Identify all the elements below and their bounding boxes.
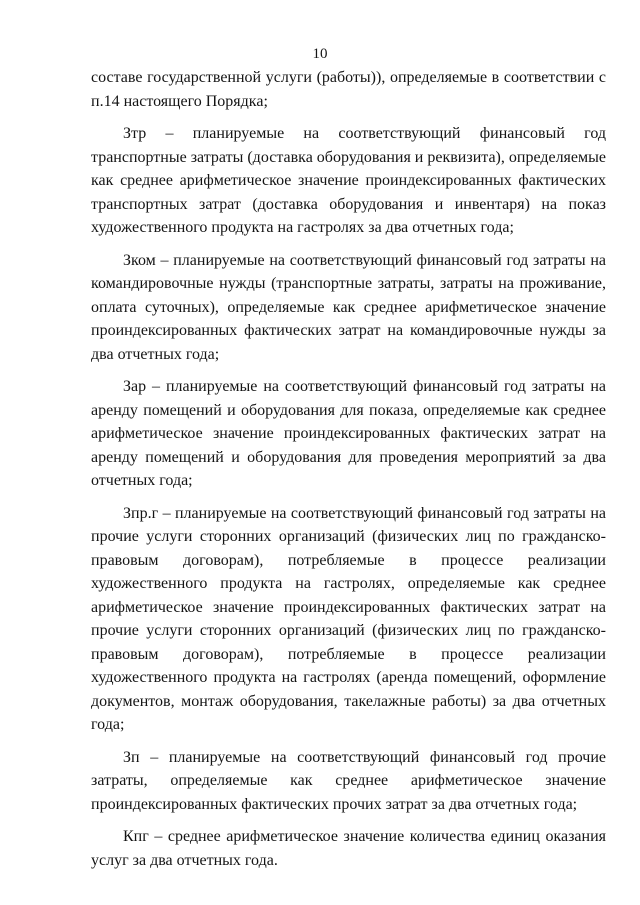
paragraph-ztr-definition: Зтр – планируемые на соответствующий финансовый год транспортные затраты (доставка оборудования и реквизита), определяемые как среднее арифметическое значение проиндексированных фактических транспортных затрат (доставка оборудования и инвентаря) на показ художественного продукта на гастролях за два отчетных года; <box>91 125 606 236</box>
document-body <box>91 66 606 872</box>
paragraph-zp-definition: Зп – планируемые на соответствующий финансовый год прочие затраты, определяемые как среднее арифметическое значение проиндексированных фактических прочих затрат за два отчетных года; <box>91 748 606 813</box>
paragraph-kpg-definition: Кпг – среднее арифметическое значение количества единиц оказания услуг за два отчетных года. <box>91 828 606 869</box>
paragraph-zprg-definition: Зпр.г – планируемые на соответствующий финансовый год затраты на прочие услуги сторонних организаций (физических лиц по гражданско-правовым договорам), потребляемые в процессе реализации художественного продукта на гастролях, определяемые как среднее арифметическое значение проиндексированных фактических затрат на прочие услуги сторонних организаций (физических лиц по гражданско-правовым договорам), потребляемые в процессе реализации художественного продукта на гастролях (аренда помещений, оформление документов, монтаж оборудования, такелажные работы) за два отчетных года; <box>91 504 606 733</box>
paragraph-zar-definition: Зар – планируемые на соответствующий финансовый год затраты на аренду помещений и оборудования для показа, определяемые как среднее арифметическое значение проиндексированных фактических затрат на аренду помещений и оборудования для проведения мероприятий за два отчетных года; <box>91 378 606 489</box>
page-number: 10 <box>312 46 328 62</box>
paragraph-continuation: составе государственной услуги (работы)), определяемые в соответствии с п.14 настоящего Порядка; <box>91 69 606 110</box>
paragraph-zkom-definition: Зком – планируемые на соответствующий финансовый год затраты на командировочные нужды (транспортные затраты, затраты на проживание, оплата суточных), определяемые как среднее арифметическое значение проиндексированных фактических затрат на командировочные нужды за два отчетных года; <box>91 251 606 363</box>
